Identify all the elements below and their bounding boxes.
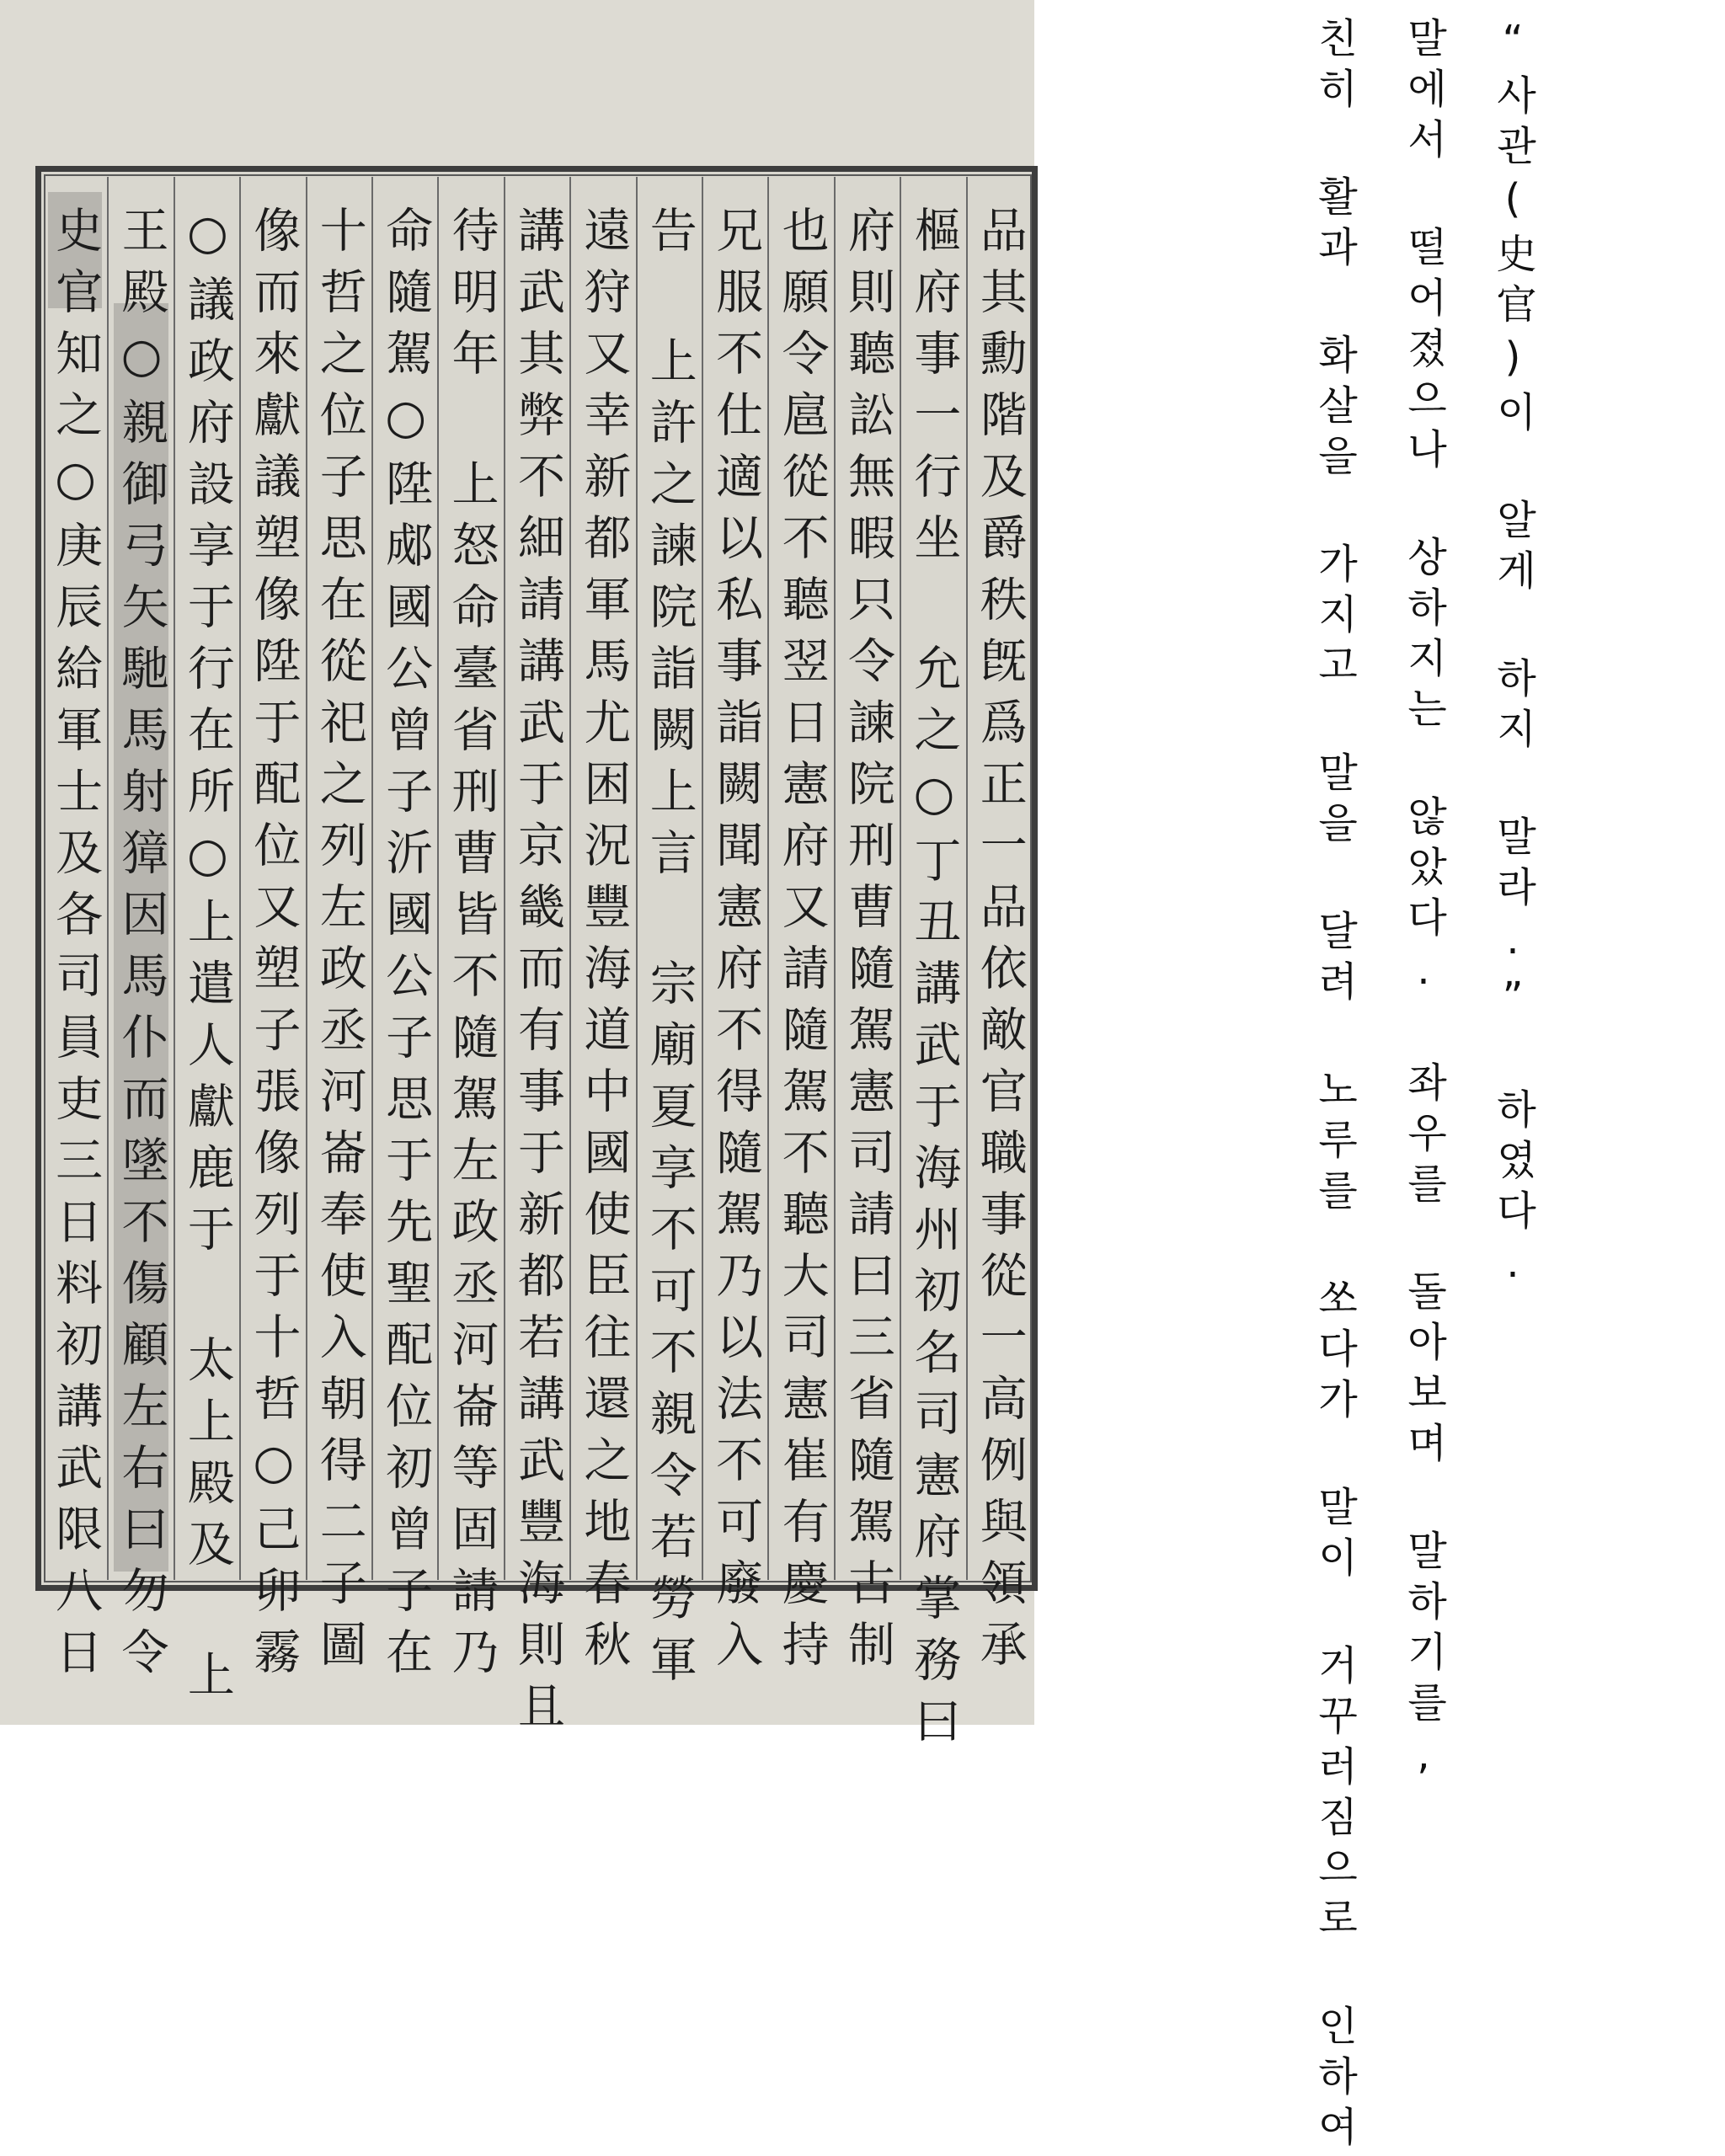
text-column-5: [703, 177, 769, 1681]
column-text: 史官知之○庚辰給軍士及各司員吏三日料初講武限八日: [48, 205, 104, 1689]
text-column-10: [373, 177, 439, 1689]
translation-line-3: 친히 활과 화살을 가지고 말을 달려 노루를 쏘다가 말이 거꾸러짐으로 인하여: [1311, 17, 1358, 2156]
text-column-13: [175, 177, 241, 1711]
column-text: 十哲之位子思在從祀之列左政丞河崙奉使入朝得二子圖: [312, 205, 367, 1681]
text-column-7: [571, 177, 637, 1681]
text-column-12: [241, 177, 307, 1689]
column-text: 告 上許之諫院詣闕上言 宗廟夏享不可不親令若勞軍: [642, 205, 697, 1696]
column-text: 兄服不仕適以私事詣闕聞憲府不得隨駕乃以法不可廢入: [708, 205, 764, 1681]
text-column-9: [439, 177, 505, 1689]
text-column-4: [769, 177, 835, 1681]
text-column-11: [307, 177, 373, 1681]
text-column-8: [505, 177, 571, 1742]
column-text: 也願令扈從不聽翌日憲府又請隨駕不聽大司憲崔有慶持: [774, 205, 830, 1681]
column-text: 講武其弊不細請講武于京畿而有事于新都若講武豐海則且: [510, 205, 565, 1742]
scanned-page-image: [0, 0, 1034, 1758]
column-text: 像而來獻議塑像陞于配位又塑子張像列于十哲○己卯霧: [246, 205, 302, 1689]
korean-translation-panel: [1213, 17, 1536, 2156]
page-border-frame: [35, 166, 1038, 1758]
column-text: 王殿○親御弓矢馳馬射獐因馬仆而墜不傷顧左右曰勿令: [114, 205, 169, 1689]
column-text: ○議政府設享于行在所○上遣人獻鹿于 太上殿及 上: [179, 205, 235, 1711]
text-column-1: [968, 177, 1032, 1681]
translation-line-1: “사관(史官)이 알게 하지 말라.” 하였다.: [1489, 17, 1536, 1297]
column-text: 樞府事一行坐 允之○丁丑講武于海州初名司憲府掌務曰: [906, 205, 962, 1758]
column-text: 遠狩又幸新都軍馬尤困況豐海道中國使臣往還之地春秋: [576, 205, 632, 1681]
column-text: 品其勳階及爵秩旣爲正一品依敵官職事從一高例與領承: [972, 205, 1028, 1681]
text-column-14: [109, 177, 174, 1689]
column-text: 命隨駕○陞郕國公曾子沂國公子思于先聖配位初曾子在: [378, 205, 434, 1689]
column-text: 待明年 上怒命臺省刑曹皆不隨駕左政丞河崙等固請乃: [444, 205, 499, 1689]
translation-line-2: 말에서 떨어졌으나 상하지는 않았다. 좌우를 돌아보며 말하기를,: [1400, 17, 1447, 1789]
text-column-6: [638, 177, 703, 1696]
text-column-2: [901, 177, 967, 1758]
text-column-3: [836, 177, 901, 1681]
text-column-15: [43, 177, 109, 1689]
classical-text-columns: [43, 177, 1032, 1758]
column-text: 府則聽訟無暇只令諫院刑曹隨駕憲司請曰三省隨駕古制: [840, 205, 895, 1681]
